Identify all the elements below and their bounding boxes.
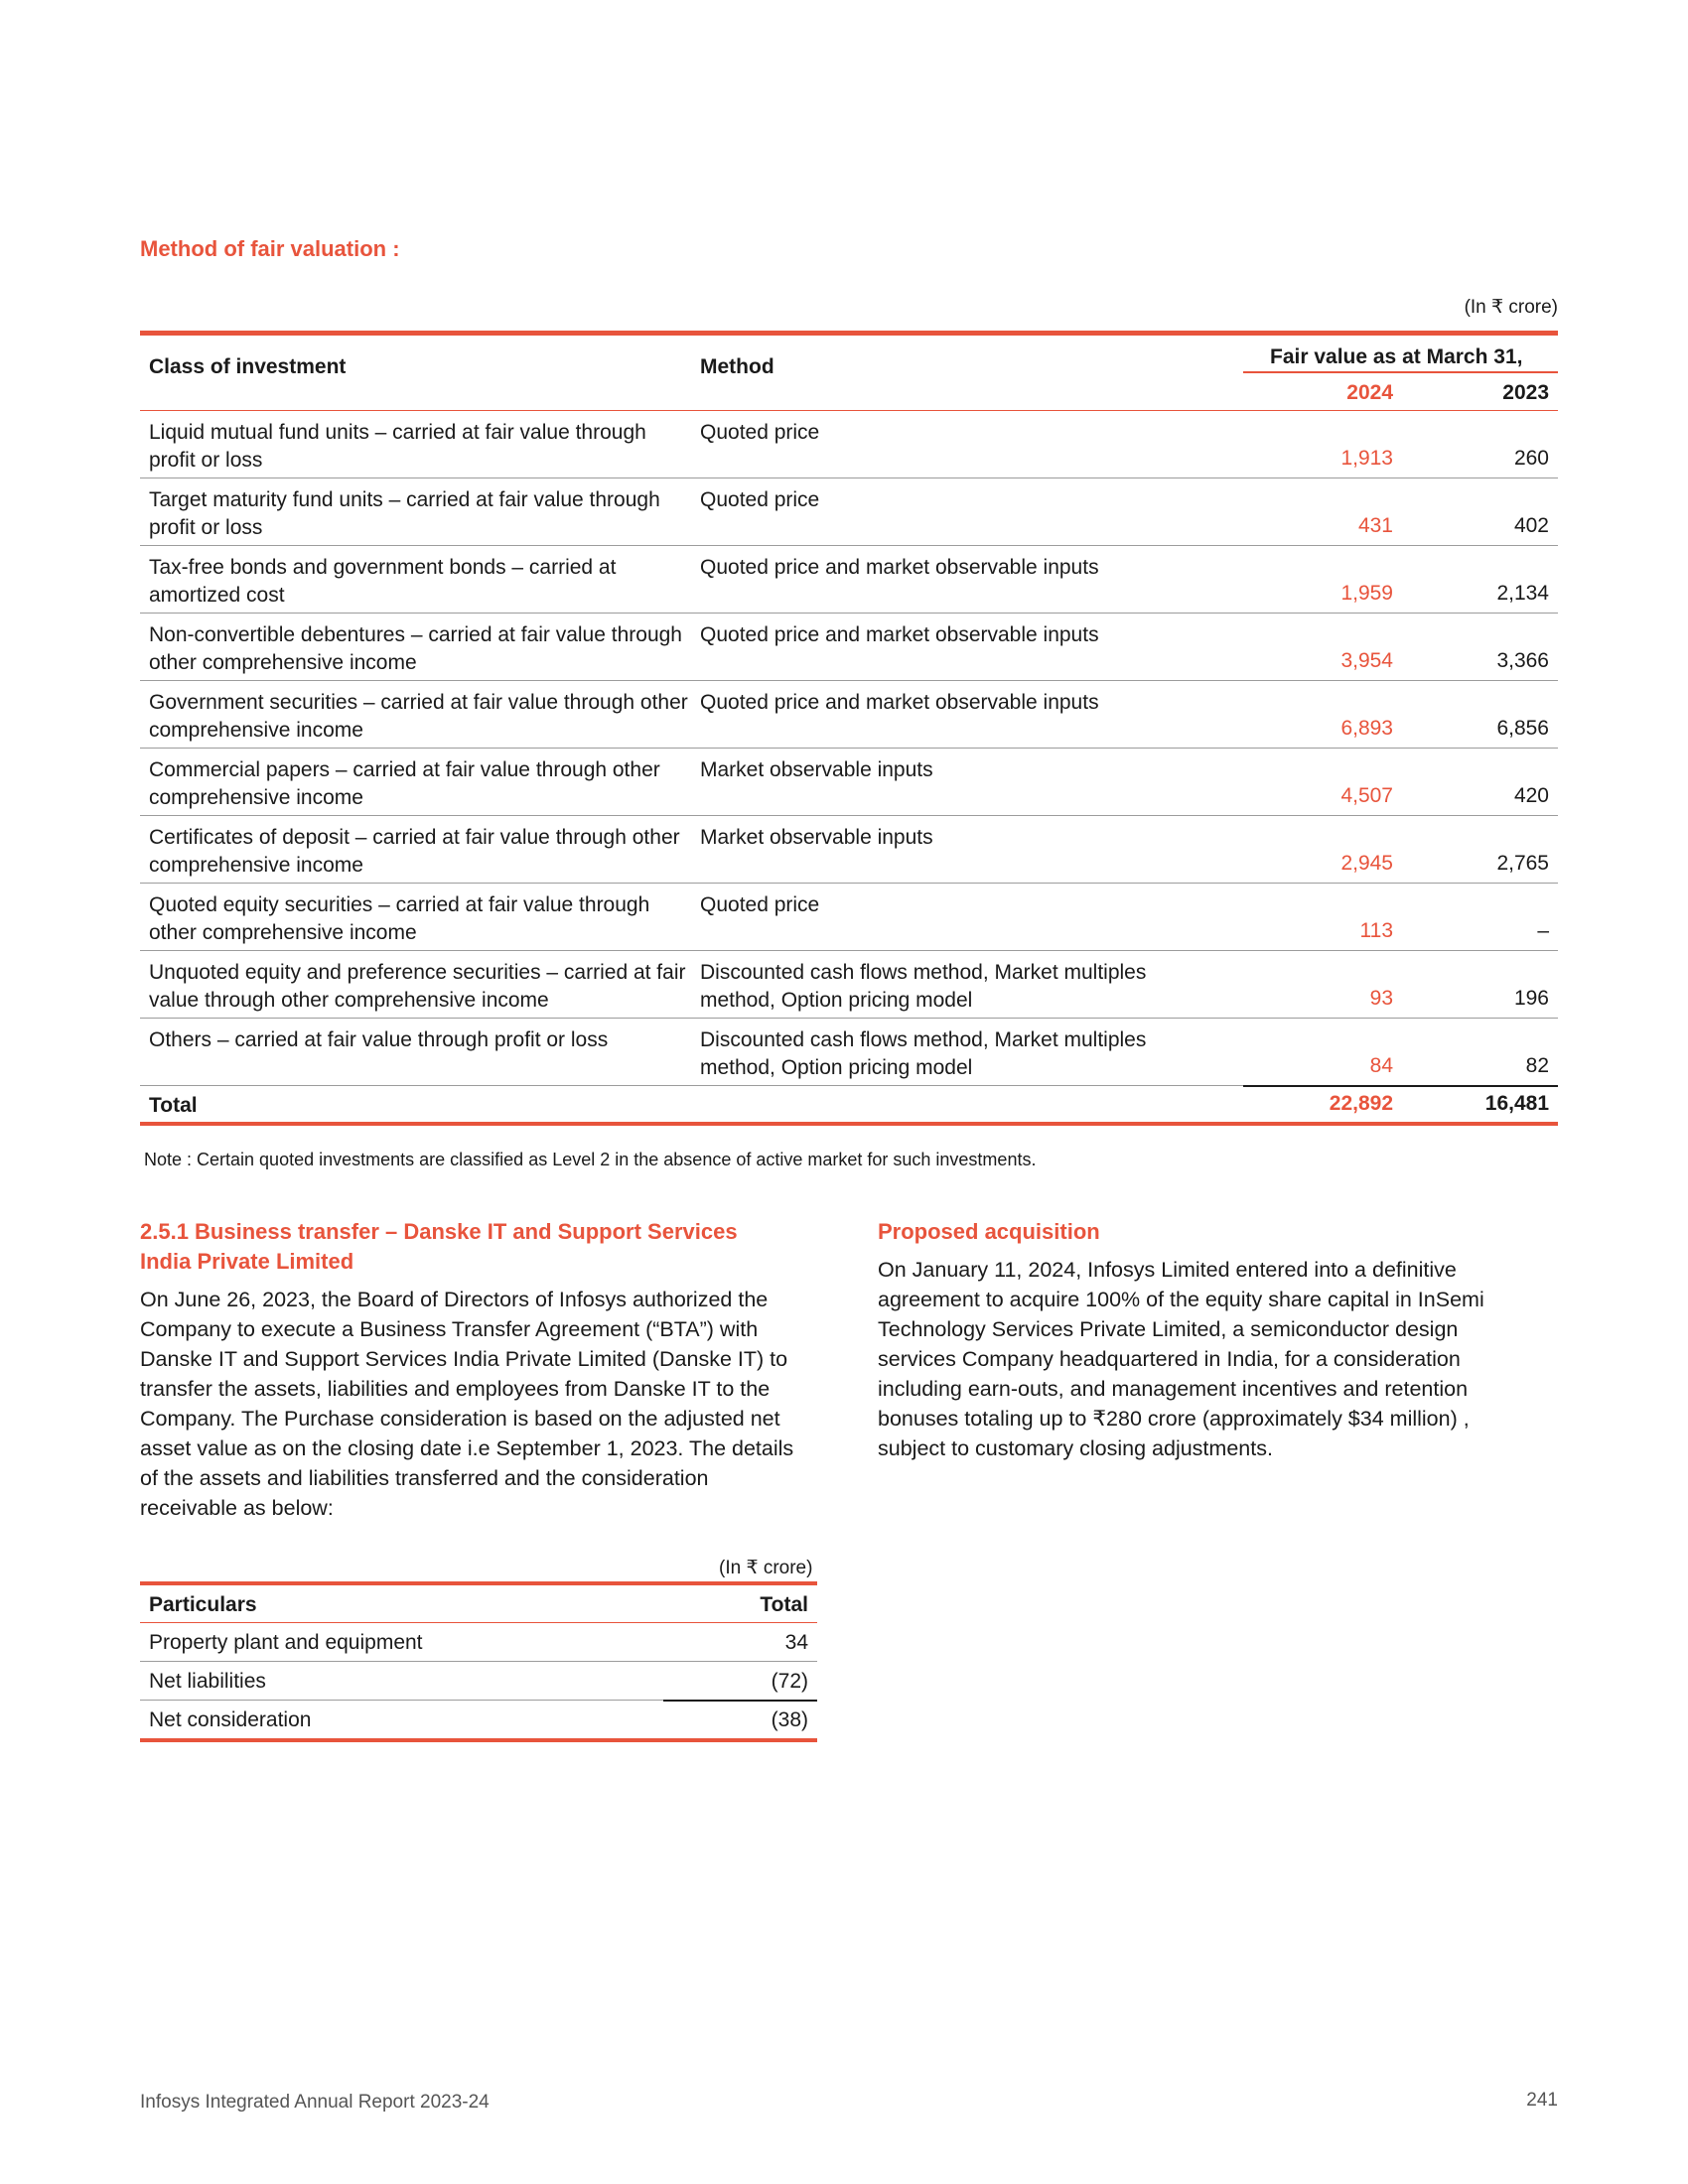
heading-line: India Private Limited bbox=[140, 1249, 354, 1274]
total-label: Total bbox=[149, 1094, 198, 1117]
table-header bbox=[140, 336, 1558, 378]
value-2023: 82 bbox=[1525, 1054, 1549, 1077]
fair-value-table bbox=[140, 331, 1558, 1126]
value-2023: 402 bbox=[1513, 514, 1549, 537]
investment-class: Tax-free bonds and government bonds – carried at amortized cost bbox=[149, 556, 617, 607]
text-line: asset value as on the closing date i.e September 1, 2023. The details bbox=[140, 1436, 794, 1460]
value-2023: – bbox=[1537, 919, 1549, 942]
footer-report-name: Infosys Integrated Annual Report 2023-24 bbox=[140, 2092, 490, 2113]
value-2024: 2,945 bbox=[1340, 852, 1393, 875]
investment-class: Others – carried at fair value through profit or loss bbox=[149, 1028, 609, 1051]
text-line: subject to customary closing adjustments. bbox=[878, 1436, 1273, 1460]
investment-class: Non-convertible debentures – carried at fair value through other comprehensive income bbox=[149, 623, 682, 674]
text-line: On June 26, 2023, the Board of Directors of Infosys authorized the bbox=[140, 1288, 769, 1311]
table-row bbox=[140, 1662, 817, 1701]
header-method: Method bbox=[700, 355, 774, 378]
valuation-method: Discounted cash flows method, Market multiples method, Option pricing model bbox=[700, 1028, 1147, 1079]
row-label: Net consideration bbox=[149, 1708, 312, 1731]
section-title: Method of fair valuation : bbox=[140, 236, 400, 261]
valuation-method: Discounted cash flows method, Market multiples method, Option pricing model bbox=[700, 961, 1147, 1012]
row-value: 34 bbox=[784, 1631, 808, 1654]
row-value: (38) bbox=[771, 1708, 808, 1731]
table-row bbox=[140, 1019, 1558, 1085]
text-line: Company. The Purchase consideration is based on the adjusted net bbox=[140, 1407, 780, 1431]
table-row bbox=[140, 411, 1558, 478]
row-label: Property plant and equipment bbox=[149, 1631, 423, 1654]
text-line: services Company headquartered in India, for a consideration bbox=[878, 1347, 1461, 1371]
unit-label: (In ₹ crore) bbox=[1464, 297, 1558, 318]
header-particulars: Particulars bbox=[149, 1593, 257, 1616]
unit-label-small: (In ₹ crore) bbox=[719, 1558, 813, 1578]
value-2023: 196 bbox=[1513, 987, 1549, 1010]
valuation-method: Market observable inputs bbox=[700, 758, 933, 781]
investment-class: Government securities – carried at fair value through other comprehensive income bbox=[149, 691, 688, 742]
proposed-acquisition-heading: Proposed acquisition bbox=[878, 1219, 1100, 1244]
investment-class: Unquoted equity and preference securities – carried at fair value through other comprehensive income bbox=[149, 961, 686, 1012]
investment-class: Target maturity fund units – carried at fair value through profit or loss bbox=[149, 488, 660, 539]
text-line: transfer the assets, liabilities and employees from Danske IT to the bbox=[140, 1377, 771, 1401]
table-row bbox=[140, 614, 1558, 681]
value-2024: 113 bbox=[1359, 919, 1393, 942]
value-2024: 93 bbox=[1369, 987, 1393, 1010]
text-line: Company to execute a Business Transfer Agreement (“BTA”) with bbox=[140, 1317, 759, 1341]
investment-class: Quoted equity securities – carried at fair value through other comprehensive income bbox=[149, 893, 650, 944]
proposed-acquisition-text bbox=[878, 1255, 1563, 1463]
value-2024: 1,913 bbox=[1340, 447, 1393, 470]
valuation-method: Quoted price and market observable inputs bbox=[700, 623, 1099, 646]
total-2024: 22,892 bbox=[1329, 1092, 1393, 1115]
value-2024: 3,954 bbox=[1340, 649, 1393, 672]
table-row bbox=[140, 951, 1558, 1019]
table-row bbox=[140, 1623, 817, 1662]
header-class: Class of investment bbox=[149, 355, 347, 378]
note: Note : Certain quoted investments are classified as Level 2 in the absence of active market for such investments. bbox=[144, 1150, 1037, 1169]
table-total-row bbox=[140, 1085, 1558, 1126]
table-row bbox=[140, 1701, 817, 1742]
business-transfer-table bbox=[140, 1581, 817, 1742]
value-2024: 6,893 bbox=[1340, 717, 1393, 740]
valuation-method: Market observable inputs bbox=[700, 826, 933, 849]
subtotal-rule bbox=[663, 1700, 817, 1702]
header-year-2024: 2024 bbox=[1346, 381, 1393, 404]
table-row bbox=[140, 816, 1558, 884]
text-line: of the assets and liabilities transferred and the consideration bbox=[140, 1466, 709, 1490]
business-transfer-heading bbox=[140, 1217, 738, 1277]
valuation-method: Quoted price and market observable inputs bbox=[700, 556, 1099, 579]
value-2023: 2,134 bbox=[1496, 582, 1549, 605]
value-2023: 420 bbox=[1513, 784, 1549, 807]
header-fair-value: Fair value as at March 31, bbox=[1270, 345, 1523, 368]
text-line: Danske IT and Support Services India Private Limited (Danske IT) to bbox=[140, 1347, 788, 1371]
investment-class: Certificates of deposit – carried at fair value through other comprehensive income bbox=[149, 826, 680, 877]
page-number: 241 bbox=[1526, 2090, 1558, 2111]
value-2023: 3,366 bbox=[1496, 649, 1549, 672]
table-header bbox=[140, 1585, 817, 1623]
value-2024: 84 bbox=[1369, 1054, 1393, 1077]
value-2024: 4,507 bbox=[1340, 784, 1393, 807]
heading-line: 2.5.1 Business transfer – Danske IT and Support Services bbox=[140, 1219, 738, 1244]
total-rule bbox=[1243, 1085, 1558, 1087]
value-2023: 6,856 bbox=[1496, 717, 1549, 740]
investment-class: Liquid mutual fund units – carried at fair value through profit or loss bbox=[149, 421, 646, 472]
investment-class: Commercial papers – carried at fair value through other comprehensive income bbox=[149, 758, 660, 809]
header-total: Total bbox=[760, 1593, 808, 1616]
valuation-method: Quoted price bbox=[700, 893, 820, 916]
text-line: receivable as below: bbox=[140, 1496, 334, 1520]
table-body bbox=[140, 411, 1558, 1085]
table-row bbox=[140, 681, 1558, 749]
value-2024: 1,959 bbox=[1340, 582, 1393, 605]
value-2023: 2,765 bbox=[1496, 852, 1549, 875]
value-2024: 431 bbox=[1357, 514, 1393, 537]
valuation-method: Quoted price bbox=[700, 488, 820, 511]
table-row bbox=[140, 546, 1558, 614]
total-2023: 16,481 bbox=[1484, 1092, 1549, 1115]
table-subheader bbox=[140, 373, 1558, 411]
text-line: bonuses totaling up to ₹280 crore (approximately $34 million) , bbox=[878, 1407, 1470, 1431]
table-row bbox=[140, 749, 1558, 816]
header-year-2023: 2023 bbox=[1502, 381, 1549, 404]
row-value: (72) bbox=[771, 1670, 808, 1693]
business-transfer-text bbox=[140, 1285, 835, 1523]
text-line: agreement to acquire 100% of the equity share capital in InSemi bbox=[878, 1288, 1484, 1311]
value-2023: 260 bbox=[1513, 447, 1549, 470]
table-row bbox=[140, 884, 1558, 951]
valuation-method: Quoted price and market observable inputs bbox=[700, 691, 1099, 714]
text-line: Technology Services Private Limited, a semiconductor design bbox=[878, 1317, 1459, 1341]
valuation-method: Quoted price bbox=[700, 421, 820, 444]
text-line: On January 11, 2024, Infosys Limited entered into a definitive bbox=[878, 1258, 1457, 1282]
row-label: Net liabilities bbox=[149, 1670, 266, 1693]
text-line: including earn-outs, and management incentives and retention bbox=[878, 1377, 1469, 1401]
table-row bbox=[140, 478, 1558, 546]
